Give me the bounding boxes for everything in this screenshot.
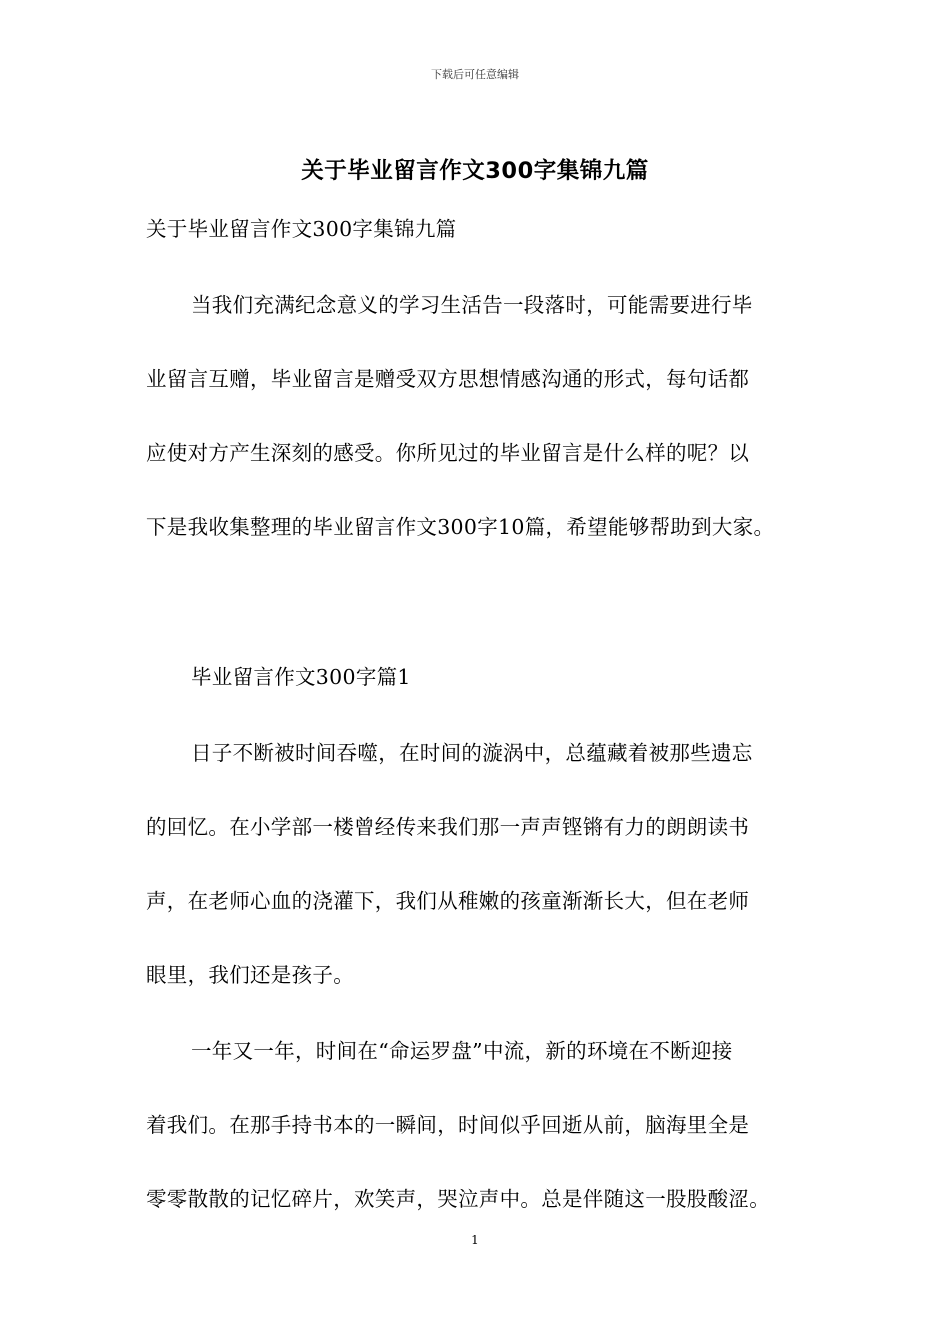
paragraph2-line-1: 一年又一年，时间在“命运罗盘”中流，新的环境在不断迎接 [191,1039,733,1063]
document-title: 关于毕业留言作文300字集锦九篇 [301,158,649,184]
paragraph1-line-2: 的回忆。在小学部一楼曾经传来我们那一声声铿锵有力的朗朗读书 [146,815,750,839]
paragraph2-line-3: 零零散散的记忆碎片，欢笑声，哭泣声中。总是伴随这一股股酸涩。 [146,1187,770,1211]
intro-line-3: 应使对方产生深刻的感受。你所见过的毕业留言是什么样的呢？以 [146,441,750,465]
header-note: 下载后可任意编辑 [431,68,519,81]
paragraph1-line-4: 眼里，我们还是孩子。 [146,963,354,987]
paragraph1-line-3: 声，在老师心血的浇灌下，我们从稚嫩的孩童渐渐长大，但在老师 [146,889,750,913]
page-number: 1 [471,1233,479,1247]
section-heading: 毕业留言作文300字篇1 [191,665,411,689]
intro-line-2: 业留言互赠，毕业留言是赠受双方思想情感沟通的形式，每句话都 [146,367,750,391]
paragraph2-line-2: 着我们。在那手持书本的一瞬间，时间似乎回逝从前，脑海里全是 [146,1113,750,1137]
intro-line-1: 当我们充满纪念意义的学习生活告一段落时，可能需要进行毕 [191,293,753,317]
document-subtitle: 关于毕业留言作文300字集锦九篇 [146,217,457,241]
intro-line-4: 下是我收集整理的毕业留言作文300字10篇，希望能够帮助到大家。 [146,515,775,539]
paragraph1-line-1: 日子不断被时间吞噬，在时间的漩涡中，总蕴藏着被那些遗忘 [191,741,753,765]
